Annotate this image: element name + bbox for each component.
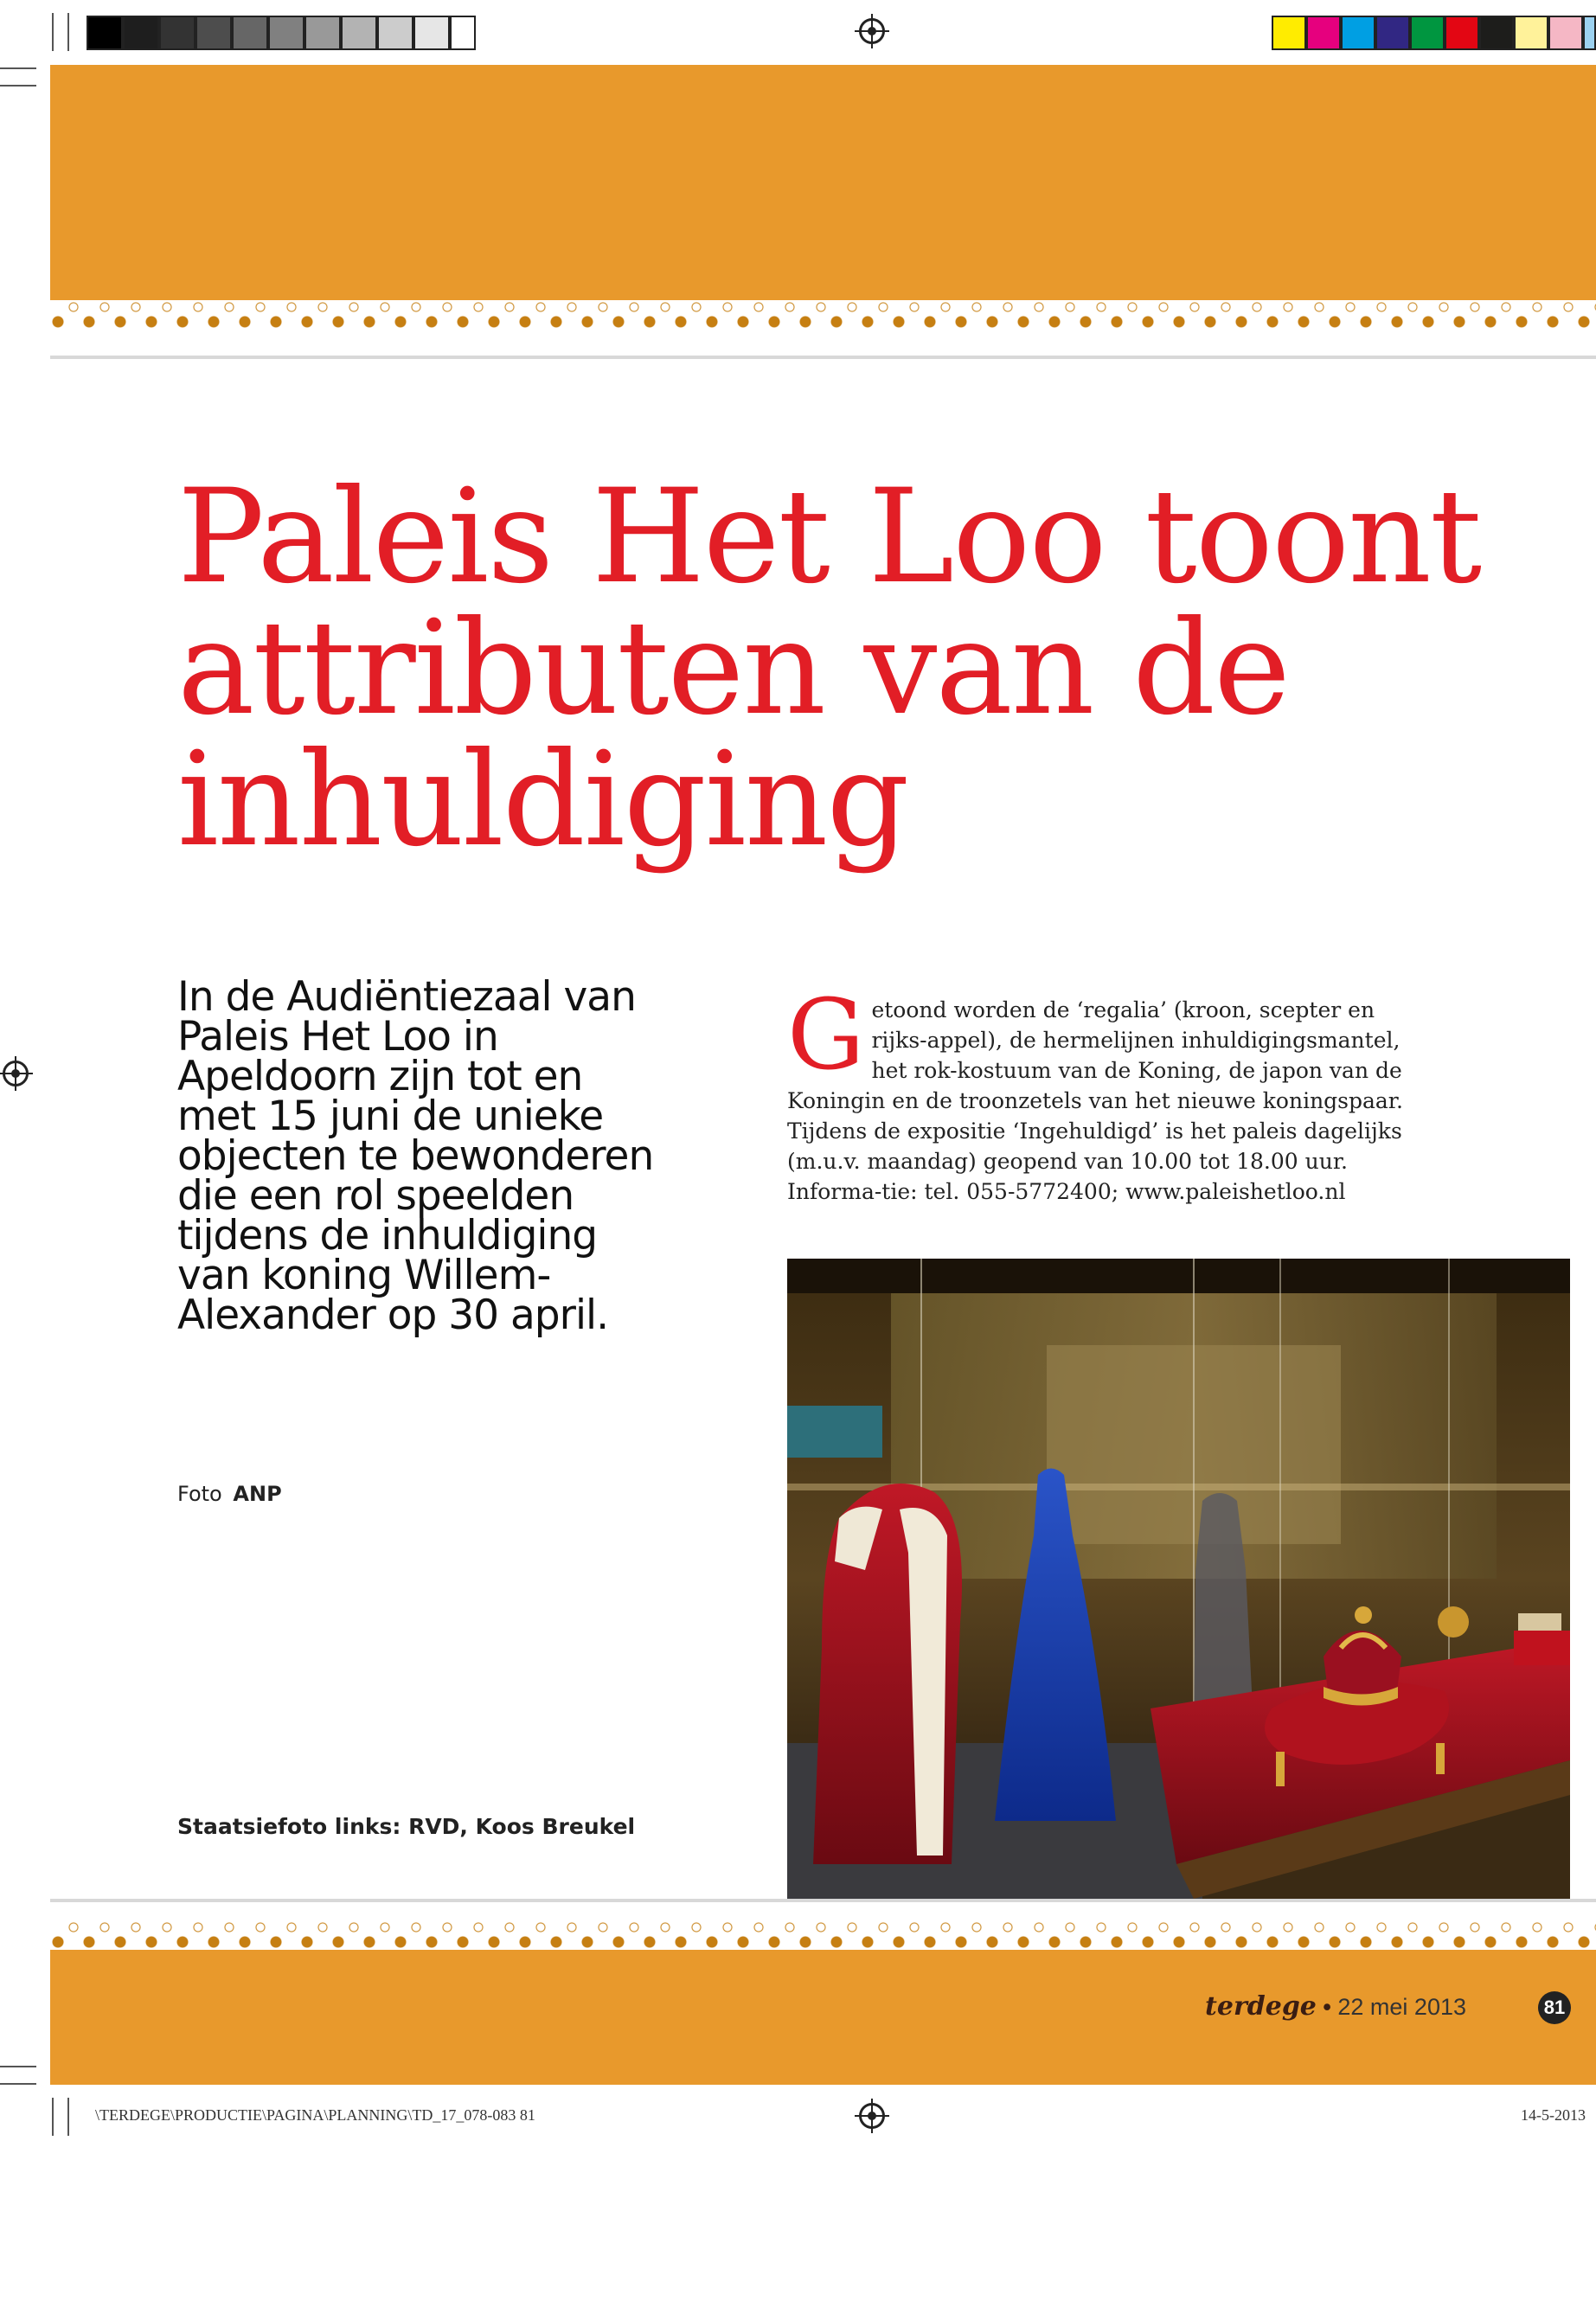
print-slug-path: \TERDEGE\PRODUCTIE\PAGINA\PLANNING\TD_17_078-083 81 bbox=[95, 2106, 535, 2124]
top-dot-border bbox=[50, 300, 1596, 330]
registration-mark-icon bbox=[3, 1061, 29, 1086]
drop-cap: G bbox=[787, 979, 865, 1092]
brand-logo: terdege bbox=[1205, 1991, 1317, 2022]
crop-mark bbox=[67, 2098, 69, 2136]
registration-mark-icon bbox=[859, 2103, 885, 2129]
page-number-badge: 81 bbox=[1538, 1991, 1571, 2024]
body-paragraph-2: Tijdens de expositie ‘Ingehuldigd’ is het paleis dagelijks (m.u.v. maandag) geopend van 10.00 tot 18.00 uur. Informa-tie: tel. 055-5772400; www.paleishetloo.nl bbox=[787, 1118, 1402, 1204]
footer-brand-line: terdege • 22 mei 2013 bbox=[1205, 1991, 1466, 2022]
bottom-divider bbox=[50, 1899, 1596, 1902]
photo-credit-name: ANP bbox=[233, 1482, 282, 1506]
article-title: Paleis Het Loo toont attributen van de inhuldiging bbox=[177, 462, 1481, 875]
issue-date: 22 mei 2013 bbox=[1337, 1994, 1466, 2020]
crop-mark bbox=[0, 67, 36, 69]
crop-mark bbox=[0, 85, 36, 87]
crop-mark bbox=[52, 13, 54, 51]
top-orange-band bbox=[50, 65, 1596, 300]
photo-credit bbox=[177, 1482, 282, 1507]
top-divider bbox=[50, 356, 1596, 359]
bottom-dot-border bbox=[50, 1920, 1596, 1950]
crop-mark bbox=[67, 13, 69, 51]
crop-mark bbox=[0, 2083, 36, 2085]
body-paragraph-1: etoond worden de ‘regalia’ (kroon, scepter en rijks-appel), de hermelijnen inhuldigingsmantel, het rok-kostuum van de Koning, de japon van de Koningin en de troonzetels van het nieuwe koningspaar. bbox=[787, 997, 1403, 1113]
exhibition-photo bbox=[787, 1259, 1570, 1899]
registration-mark-icon bbox=[859, 18, 885, 44]
article-intro: In de Audiëntiezaal van Paleis Het Loo in Apeldoorn zijn tot en met 15 juni de unieke objecten te bewonderen die een rol speelden tijdens de inhuldiging van koning Willem-Alexander op 30 april. bbox=[177, 973, 654, 1339]
photo-credit-prefix: Foto bbox=[177, 1482, 222, 1506]
crop-mark bbox=[0, 2066, 36, 2067]
crop-mark bbox=[52, 2098, 54, 2136]
print-slug-date: 14-5-2013 bbox=[1521, 2106, 1586, 2124]
exhibition-photo-image bbox=[787, 1259, 1570, 1899]
article-body bbox=[787, 979, 1406, 1207]
state-photo-credit: Staatsiefoto links: RVD, Koos Breukel bbox=[177, 1814, 636, 1839]
